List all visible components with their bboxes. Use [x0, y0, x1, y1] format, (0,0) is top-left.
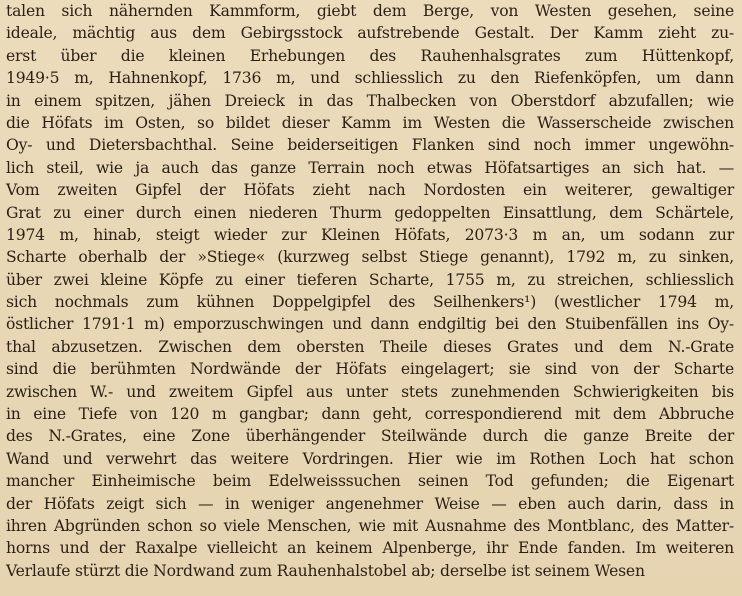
text-line: in einem spitzen, jähen Dreieck in das Thalbecken von Oberstdorf abzufallen; wie: [6, 91, 734, 110]
text-line: ihren Abgründen schon so viele Menschen, wie mit Ausnahme des Montblanc, des Matter-: [6, 516, 734, 535]
text-line: erst über die kleinen Erhebungen des Rauhenhalsgrates zum Hüttenkopf,: [6, 46, 734, 65]
text-line: lich steil, wie ja auch das ganze Terrain noch etwas Höfatsartiges an sich hat. —: [6, 158, 734, 177]
text-line: 1974 m, hinab, steigt wieder zur Kleinen Höfats, 2073·3 m an, um sodann zur: [6, 225, 734, 244]
text-line: zwischen W.- und zweitem Gipfel aus unter stets zunehmenden Schwierigkeiten bis: [6, 382, 734, 401]
text-line: der Höfats zeigt sich — in weniger angenehmer Weise — eben auch darin, dass in: [6, 494, 734, 513]
text-line: Grat zu einer durch einen niederen Thurm gedoppelten Einsattlung, dem Schärtele,: [6, 203, 734, 222]
text-line: sich nochmals zum kühnen Doppelgipfel des Seilhenkers¹) (westlicher 1794 m,: [6, 293, 734, 312]
text-line: Scharte oberhalb der »Stiege« (kurzweg selbst Stiege genannt), 1792 m, zu sinken,: [6, 248, 734, 267]
text-line: horns und der Raxalpe vielleicht an keinem Alpenberge, ihr Ende fanden. Im weiteren: [6, 539, 734, 558]
body-text: [6, 0, 734, 582]
text-line: Oy- und Dietersbachthal. Seine beiderseitigen Flanken sind noch immer ungewöhn-: [6, 136, 734, 155]
text-line: über zwei kleine Köpfe zu einer tieferen Scharte, 1755 m, zu streichen, schliesslich: [6, 270, 734, 289]
text-line: Wand und verwehrt das weitere Vordringen. Hier wie im Rothen Loch hat schon: [6, 449, 734, 468]
text-line: sind die berühmten Nordwände der Höfats eingelagert; sie sind von der Scharte: [6, 360, 734, 379]
text-line: Vom zweiten Gipfel der Höfats zieht nach Nordosten ein weiterer, gewaltiger: [6, 181, 734, 200]
text-line: ideale, mächtig aus dem Gebirgsstock aufstrebende Gestalt. Der Kamm zieht zu-: [6, 24, 734, 43]
text-line: 1949·5 m, Hahnenkopf, 1736 m, und schliesslich zu den Riefenköpfen, um dann: [6, 69, 734, 88]
text-line: Verlaufe stürzt die Nordwand zum Rauhenhalstobel ab; derselbe ist seinem Wesen: [6, 561, 645, 580]
text-line: des N.-Grates, eine Zone überhängender Steilwände durch die ganze Breite der: [6, 427, 734, 446]
text-line: östlicher 1791·1 m) emporzuschwingen und dann endgiltig bei den Stuibenfällen ins Oy-: [6, 315, 734, 334]
text-line: die Höfats im Osten, so bildet dieser Kamm im Westen die Wasserscheide zwischen: [6, 113, 734, 132]
text-line: thal abzusetzen. Zwischen dem obersten Theile dieses Grates und dem N.-Grate: [6, 337, 734, 356]
text-line: mancher Einheimische beim Edelweisssuchen seinen Tod gefunden; die Eigenart: [6, 472, 734, 491]
text-line: talen sich nähernden Kammform, giebt dem Berge, von Westen gesehen, seine: [6, 2, 734, 20]
text-line: in eine Tiefe von 120 m gangbar; dann geht, correspondierend mit dem Abbruche: [6, 405, 734, 424]
